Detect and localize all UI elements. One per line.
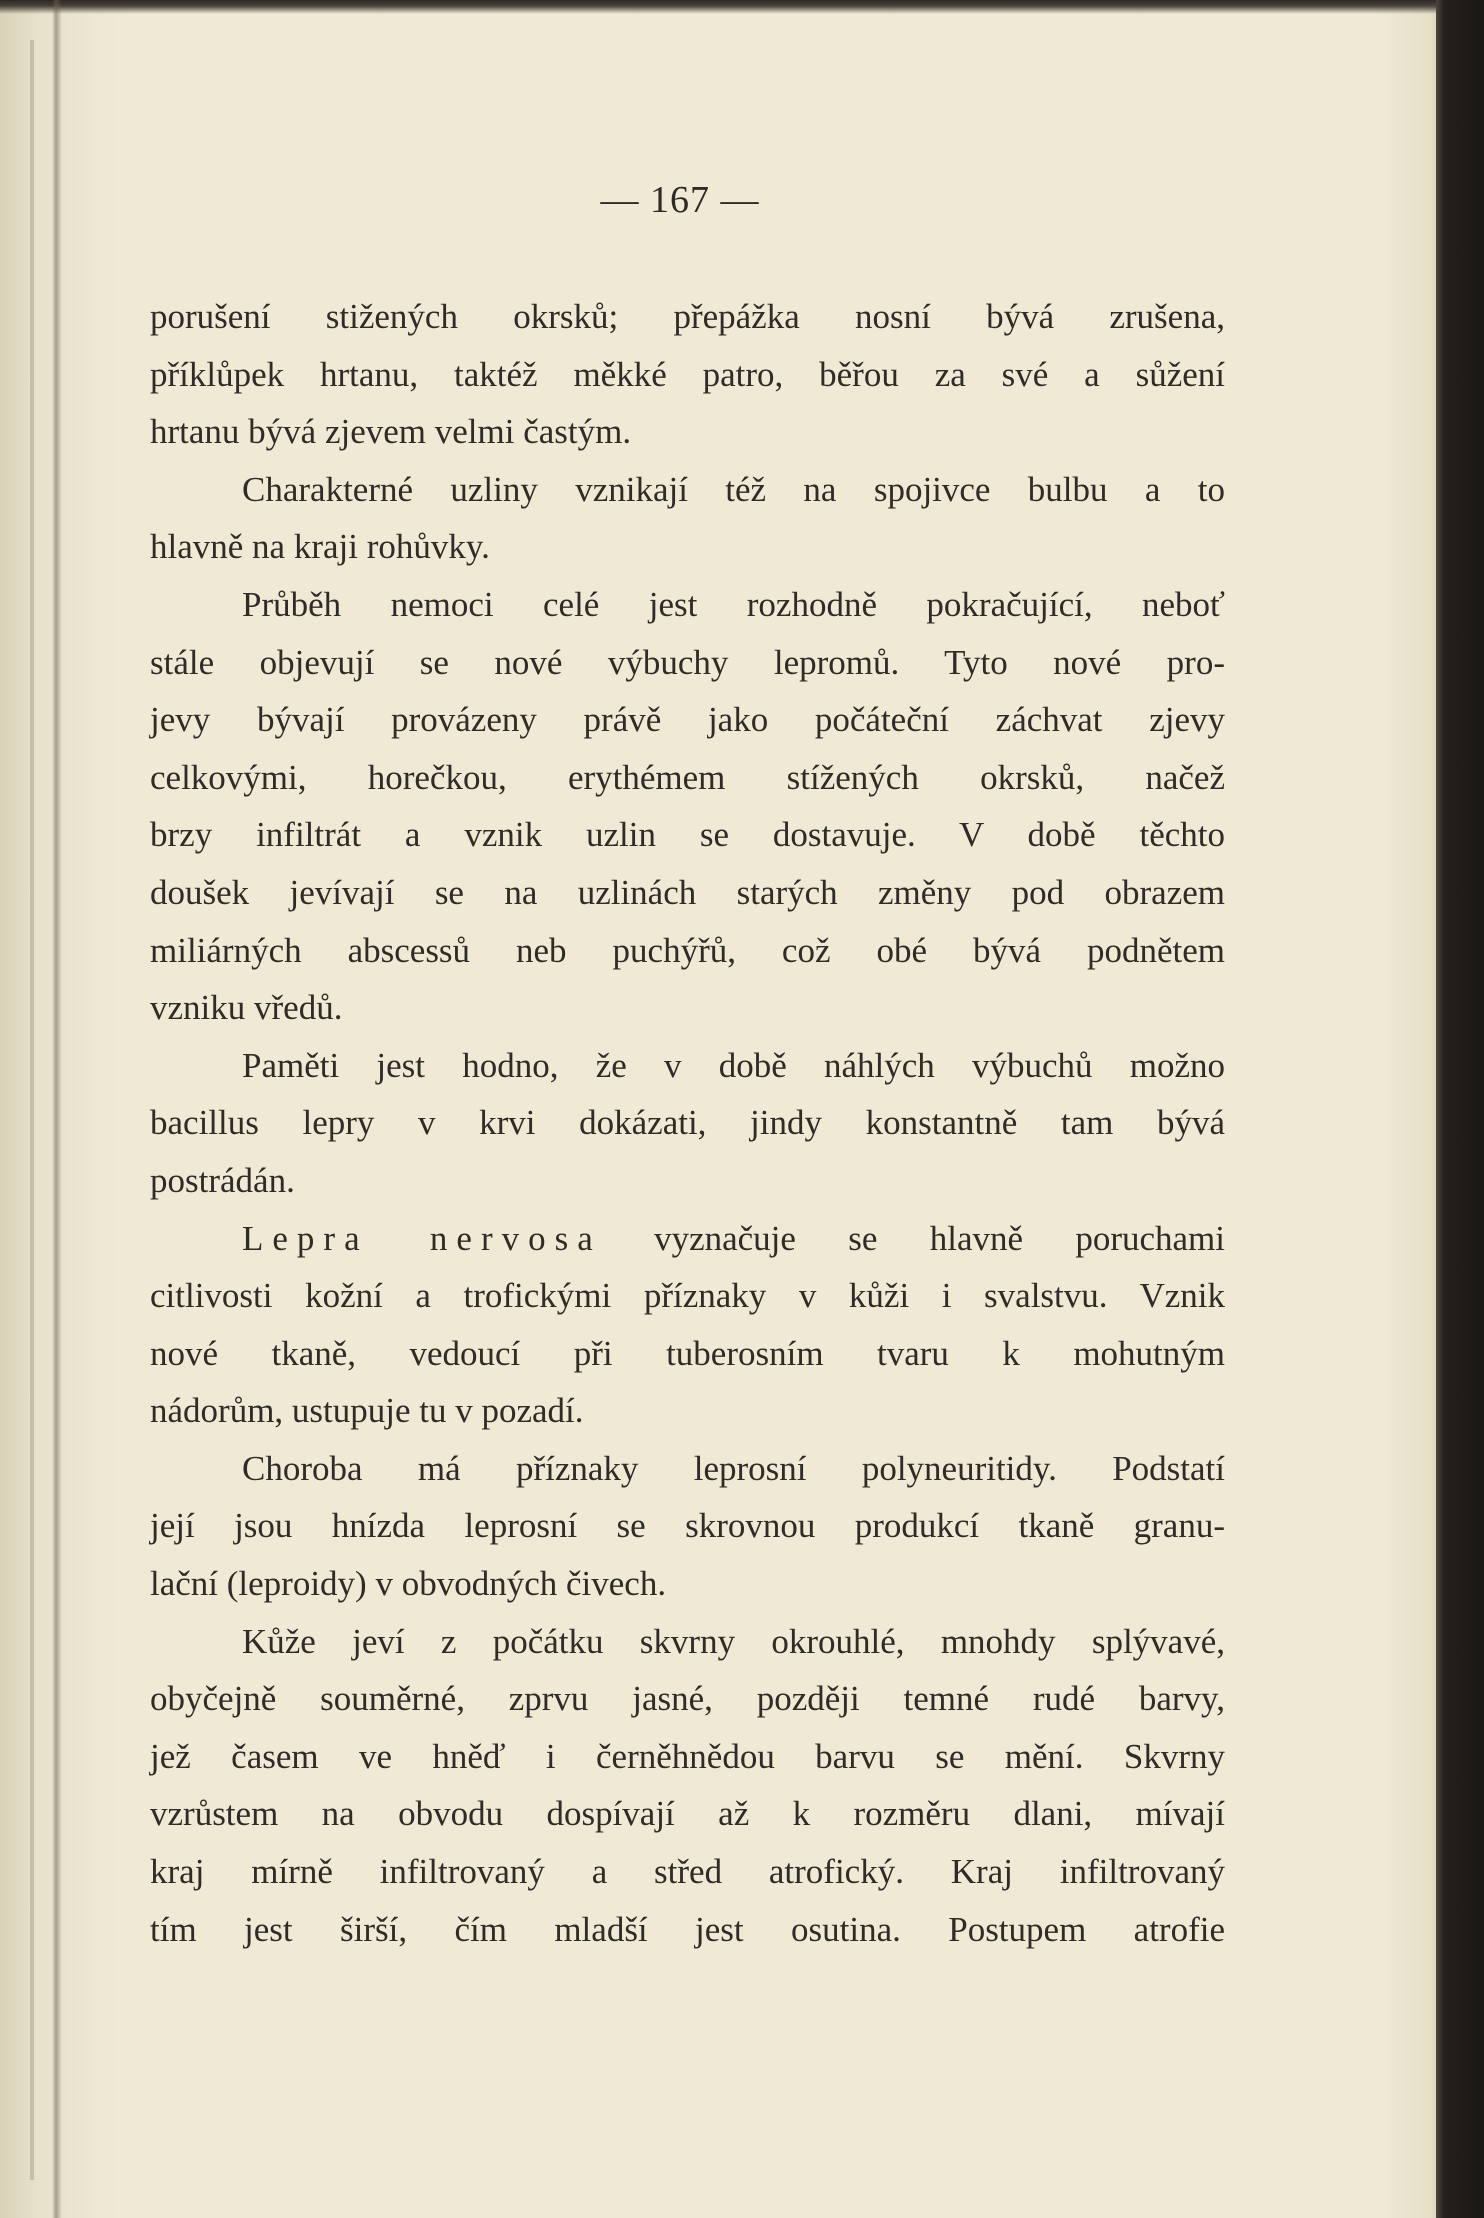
text-line: její jsou hnízda leprosní se skrovnou produkcí tkaně granu- xyxy=(150,1506,1225,1546)
scan-top-shadow xyxy=(0,0,1484,14)
binding-gutter xyxy=(52,0,62,2218)
text-line: vzniku vředů. xyxy=(150,988,343,1028)
text-line: jež časem ve hněď i černěhnědou barvu se mění. Skvrny xyxy=(150,1736,1225,1776)
text-line: hrtanu bývá zjevem velmi častým. xyxy=(150,412,632,452)
page-number: — 167 — xyxy=(600,179,760,221)
text-line: doušek jevívají se na uzlinách starých změny pod obrazem xyxy=(150,872,1225,912)
emphasis-lepra-nervosa: Lepra nervosa xyxy=(242,1218,602,1258)
scan-right-edge xyxy=(1436,0,1484,2218)
text-line: nové tkaně, vedoucí při tuberosním tvaru k mohutným xyxy=(150,1333,1225,1373)
text-line: citlivosti kožní a trofickými příznaky v kůži i svalstvu. Vznik xyxy=(150,1276,1225,1316)
text-line: miliárných abscessů neb puchýřů, což obé bývá podnětem xyxy=(150,930,1225,970)
text-line: celkovými, horečkou, erythémem stížených okrsků, načež xyxy=(150,757,1225,797)
text-line: postrádán. xyxy=(150,1160,295,1200)
binding-line xyxy=(30,40,34,2180)
text-line: bacillus lepry v krvi dokázati, jindy konstantně tam bývá xyxy=(150,1103,1225,1143)
text-line: Průběh nemoci celé jest rozhodně pokračující, neboť xyxy=(242,584,1225,624)
text-line: kraj mírně infiltrovaný a střed atrofický. Kraj infiltrovaný xyxy=(150,1852,1225,1892)
text-line: Paměti jest hodno, že v době náhlých výbuchů možno xyxy=(242,1045,1225,1085)
text-line: Charakterné uzliny vznikají též na spojivce bulbu a to xyxy=(242,469,1225,509)
text-line-rest: vyznačuje se hlavně poruchami xyxy=(654,1218,1225,1258)
body-text xyxy=(150,288,1225,1958)
text-line: nádorům, ustupuje tu v pozadí. xyxy=(150,1391,584,1431)
text-line: porušení stižených okrsků; přepážka nosní bývá zrušena, xyxy=(150,297,1225,336)
text-line: vzrůstem na obvodu dospívají až k rozměru dlani, mívají xyxy=(150,1794,1225,1834)
text-line: hlavně na kraji rohůvky. xyxy=(150,527,490,567)
text-line: stále objevují se nové výbuchy lepromů. Tyto nové pro- xyxy=(150,642,1225,682)
text-line: Choroba má příznaky leprosní polyneuritidy. Podstatí xyxy=(242,1448,1225,1488)
text-line: brzy infiltrát a vznik uzlin se dostavuje. V době těchto xyxy=(150,815,1225,855)
text-line: příklůpek hrtanu, taktéž měkké patro, běřou za své a sůžení xyxy=(150,354,1225,394)
text-line-lepra-nervosa xyxy=(150,1210,1225,1268)
text-line: obyčejně souměrné, zprvu jasné, později temné rudé barvy, xyxy=(150,1679,1225,1719)
text-line: jevy bývají provázeny právě jako počáteční záchvat zjevy xyxy=(150,700,1225,740)
text-line: tím jest širší, čím mladší jest osutina. Postupem atrofie xyxy=(150,1909,1225,1949)
text-line: Kůže jeví z počátku skvrny okrouhlé, mnohdy splývavé, xyxy=(242,1621,1225,1661)
text-line: lační (leproidy) v obvodných čivech. xyxy=(150,1564,667,1604)
